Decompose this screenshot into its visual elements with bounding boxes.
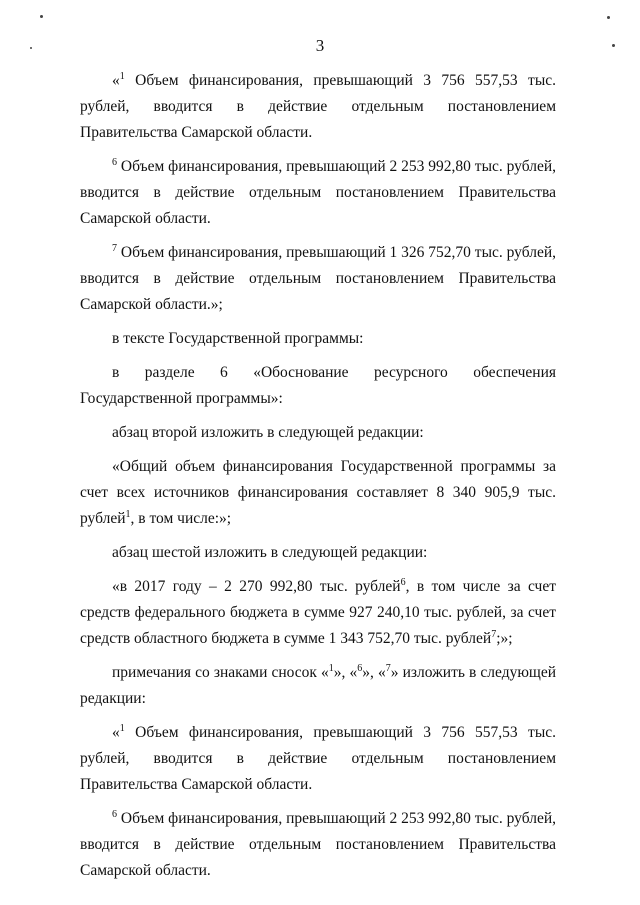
paragraph-text: », « [333,664,358,681]
paragraph-text: в разделе 6 «Обоснование ресурсного обеспечения Государственной программы»: [80,364,556,407]
paragraph [80,540,556,566]
page-number: 3 [315,36,325,55]
scan-speck [607,16,610,19]
paragraph-text: Объем финансирования, превышающий 3 756 557,53 тыс. рублей, вводится в действие отдельным постановлением Правительства Самарской области. [80,72,556,141]
paragraph-text: «в 2017 году – 2 270 992,80 тыс. рублей [112,578,401,595]
paragraph-text: ;»; [496,630,513,647]
paragraph-text: « [112,724,120,741]
paragraph-text: абзац второй изложить в следующей редакции: [112,424,424,441]
paragraph-text: , в том числе за счет средств федерального бюджета в сумме 927 240,10 тыс. рублей, за счет средств областного бюджета в сумме 1 343 752,70 тыс. рублей [80,578,556,647]
paragraph-text: Объем финансирования, превышающий 2 253 992,80 тыс. рублей, вводится в действие отдельным постановлением Правительства Самарской области. [80,158,556,227]
scan-speck [612,44,615,47]
footnote-marker: 7 [385,663,391,674]
footnote-marker: 7 [112,243,117,254]
paragraph [80,360,556,412]
paragraph-text: », « [362,664,386,681]
paragraph-text: абзац шестой изложить в следующей редакции: [112,544,428,561]
footnote-marker: 6 [357,663,363,674]
paragraph [80,326,556,352]
paragraph-text: » изложить в следующей редакции: [80,664,557,707]
paragraph [80,240,556,318]
paragraph-text: Объем финансирования, превышающий 2 253 992,80 тыс. рублей, вводится в действие отдельным постановлением Правительства Самарской области. [80,810,556,879]
footnote-marker: 6 [112,809,117,820]
footnote-marker: 6 [400,577,406,588]
footnote-marker: 6 [112,157,117,168]
paragraph [80,420,556,446]
paragraph [80,68,556,146]
footnote-marker: 7 [491,629,497,640]
paragraph [80,660,556,712]
paragraph-text: «Общий объем финансирования Государственной программы за счет всех источников финансирования составляет 8 340 905,9 тыс. рублей [80,458,556,527]
paragraph [80,574,556,652]
paragraph [80,720,556,798]
paragraph-text: Объем финансирования, превышающий 1 326 752,70 тыс. рублей, вводится в действие отдельным постановлением Правительства Самарской области.»; [80,244,556,313]
paragraph-text: « [112,72,120,89]
scan-speck [40,15,43,18]
paragraph-text: примечания со знаками сносок « [112,664,329,681]
scan-speck [30,47,32,49]
paragraph [80,154,556,232]
footnote-marker: 1 [119,71,125,82]
paragraph [80,454,556,532]
paragraph-text: Объем финансирования, превышающий 3 756 557,53 тыс. рублей, вводится в действие отдельным постановлением Правительства Самарской области. [80,724,556,793]
footnote-marker: 1 [125,509,131,520]
paragraph [80,806,556,884]
paragraph-text: , в том числе:»; [130,510,232,527]
footnote-marker: 1 [119,723,125,734]
paragraph-text: в тексте Государственной программы: [112,330,364,347]
footnote-marker: 1 [328,663,334,674]
document-body [80,68,556,892]
